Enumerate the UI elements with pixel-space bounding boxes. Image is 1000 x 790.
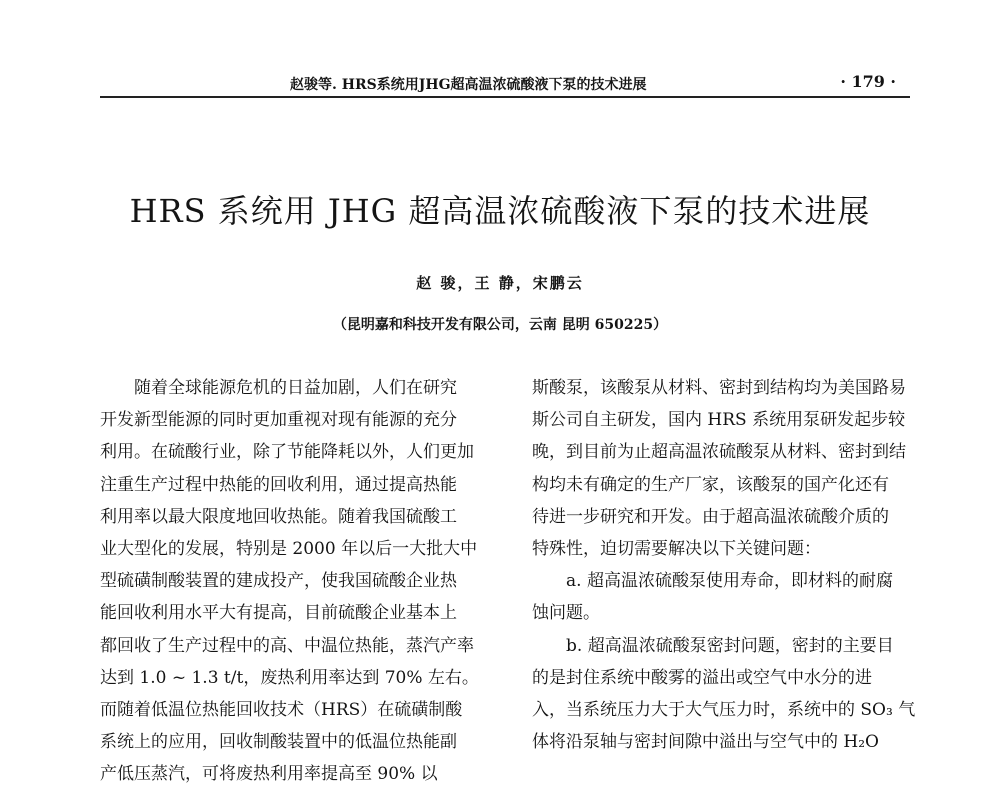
body-line: 利用率以最大限度地回收热能。随着我国硫酸工 bbox=[100, 506, 457, 527]
body-line: 体将沿泵轴与密封间隙中溢出与空气中的 H₂O bbox=[532, 732, 879, 753]
running-title: 赵骏等. HRS系统用JHG超高温浓硫酸液下泵的技术进展 bbox=[290, 77, 647, 93]
body-line: 蚀问题。 bbox=[532, 603, 600, 624]
body-line: 晚，到目前为止超高温浓硫酸泵从材料、密封到结 bbox=[532, 442, 906, 463]
body-line: 产低压蒸汽，可将废热利用率提高至 90% 以 bbox=[100, 764, 438, 785]
body-line: 特殊性，迫切需要解决以下关键问题： bbox=[532, 538, 821, 559]
body-line: 开发新型能源的同时更加重视对现有能源的充分 bbox=[100, 410, 457, 431]
body-line: 斯公司自主研发，国内 HRS 系统用泵研发起步较 bbox=[532, 410, 906, 431]
body-line: 构均未有确定的生产厂家，该酸泵的国产化还有 bbox=[532, 474, 889, 495]
body-line: 能回收利用水平大有提高，目前硫酸企业基本上 bbox=[100, 603, 457, 624]
body-line: 的是封住系统中酸雾的溢出或空气中水分的进 bbox=[532, 667, 872, 688]
body-left-column bbox=[100, 372, 479, 790]
body-line: 达到 1.0 ~ 1.3 t/t，废热利用率达到 70% 左右。 bbox=[100, 667, 479, 688]
body-line: 斯酸泵，该酸泵从材料、密封到结构均为美国路易 bbox=[532, 378, 906, 398]
body-line: 注重生产过程中热能的回收利用，通过提高热能 bbox=[100, 474, 457, 495]
body-line: a. 超高温浓硫酸泵使用寿命，即材料的耐腐 bbox=[566, 571, 893, 592]
body-line: 都回收了生产过程中的高、中温位热能，蒸汽产率 bbox=[100, 635, 474, 656]
body-line: 型硫磺制酸装置的建成投产，使我国硫酸企业热 bbox=[100, 571, 457, 592]
body-line: 入，当系统压力大于大气压力时，系统中的 SO₃ 气 bbox=[532, 699, 916, 720]
body-line: 而随着低温位热能回收技术（HRS）在硫磺制酸 bbox=[100, 699, 463, 720]
running-header bbox=[100, 72, 910, 98]
article-title: HRS 系统用 JHG 超高温浓硫酸液下泵的技术进展 bbox=[129, 192, 871, 230]
body-line: 业大型化的发展，特别是 2000 年以后一大批大中 bbox=[100, 538, 478, 559]
body-line: 待进一步研究和开发。由于超高温浓硫酸介质的 bbox=[532, 506, 889, 527]
affiliation: （昆明嘉和科技开发有限公司，云南 昆明 650225） bbox=[332, 317, 668, 333]
body-right-column bbox=[532, 372, 916, 758]
authors: 赵 骏，王 静，宋鹏云 bbox=[416, 274, 584, 292]
body-line: b. 超高温浓硫酸泵密封问题，密封的主要目 bbox=[566, 635, 894, 656]
page-number: · 179 · bbox=[840, 72, 896, 91]
body-line: 随着全球能源危机的日益加剧，人们在研究 bbox=[134, 378, 457, 398]
body-line: 系统上的应用，回收制酸装置中的低温位热能副 bbox=[100, 732, 457, 753]
body-line: 利用。在硫酸行业，除了节能降耗以外，人们更加 bbox=[100, 442, 474, 463]
